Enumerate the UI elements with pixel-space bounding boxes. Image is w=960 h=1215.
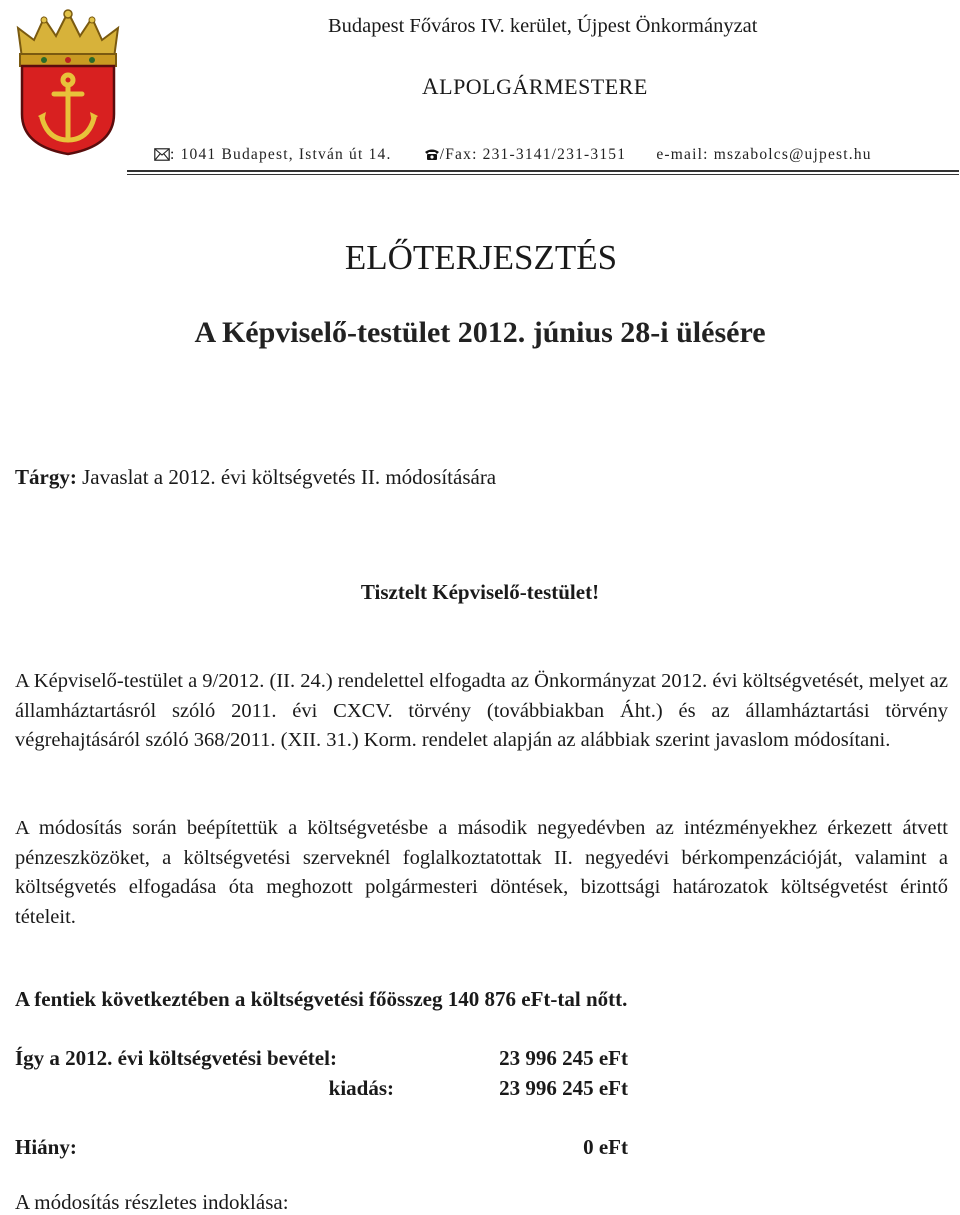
summary-statement: A fentiek következtében a költségvetési főösszeg 140 876 eFt-tal nőtt. <box>15 987 628 1011</box>
subject-label: Tárgy: <box>15 465 77 489</box>
paragraph-2: A módosítás során beépítettük a költségvetésbe a második negyedévben az intézményekhez érkezett átvett pénzeszközöket, a költségvetési szerveknél foglalkoztatottak II. negyedévi bérkompenzációját, valamint a költségvetés elfogadása óta meghozott polgármesteri döntések, bizottsági határozatok költségvetést érintő tételeit. <box>15 817 948 928</box>
coat-of-arms-icon <box>14 6 122 156</box>
subject-text: Javaslat a 2012. évi költségvetés II. módosítására <box>76 465 497 489</box>
office-title-rest: LPOLGÁRMESTERE <box>439 74 648 99</box>
header-divider-thick <box>127 170 959 172</box>
address: : 1041 Budapest, István út 14. <box>170 146 392 163</box>
deficit-label: Hiány: <box>15 1135 77 1159</box>
contact-line <box>154 146 872 164</box>
expense-value: 23 996 245 eFt <box>499 1076 628 1100</box>
paragraph-1: A Képviselő-testület a 9/2012. (II. 24.) rendelettel elfogadta az Önkormányzat 2012. évi költségvetését, melyet az államháztartásról szóló 2011. évi CXCV. törvény (továbbiakban Áht.) és az államháztartási törvény végrehajtásáról szóló 368/2011. (XII. 31.) Korm. rendelet alapján az alábbiak szerint javaslom módosítani. <box>15 670 949 752</box>
document-subtitle: A Képviselő-testület 2012. június 28-i ülésére <box>194 316 766 349</box>
expense-label: kiadás: <box>328 1076 394 1100</box>
subject-line <box>15 465 496 490</box>
office-title <box>422 74 648 100</box>
revenue-value: 23 996 245 eFt <box>499 1046 628 1070</box>
office-title-initial: A <box>422 74 440 99</box>
document-title: ELŐTERJESZTÉS <box>344 238 618 277</box>
telephone-icon <box>424 148 440 161</box>
revenue-label: Így a 2012. évi költségvetési bevétel: <box>15 1046 337 1070</box>
email[interactable]: e-mail: mszabolcs@ujpest.hu <box>656 146 872 163</box>
greeting: Tisztelt Képviselő-testület! <box>360 580 600 604</box>
envelope-icon <box>154 148 170 161</box>
header-divider-thin <box>127 174 959 175</box>
detail-heading: A módosítás részletes indoklása: <box>15 1190 289 1214</box>
organization-name: Budapest Főváros IV. kerület, Újpest Önkormányzat <box>328 15 758 37</box>
deficit-value: 0 eFt <box>583 1135 628 1159</box>
phone-fax: /Fax: 231-3141/231-3151 <box>439 146 627 163</box>
